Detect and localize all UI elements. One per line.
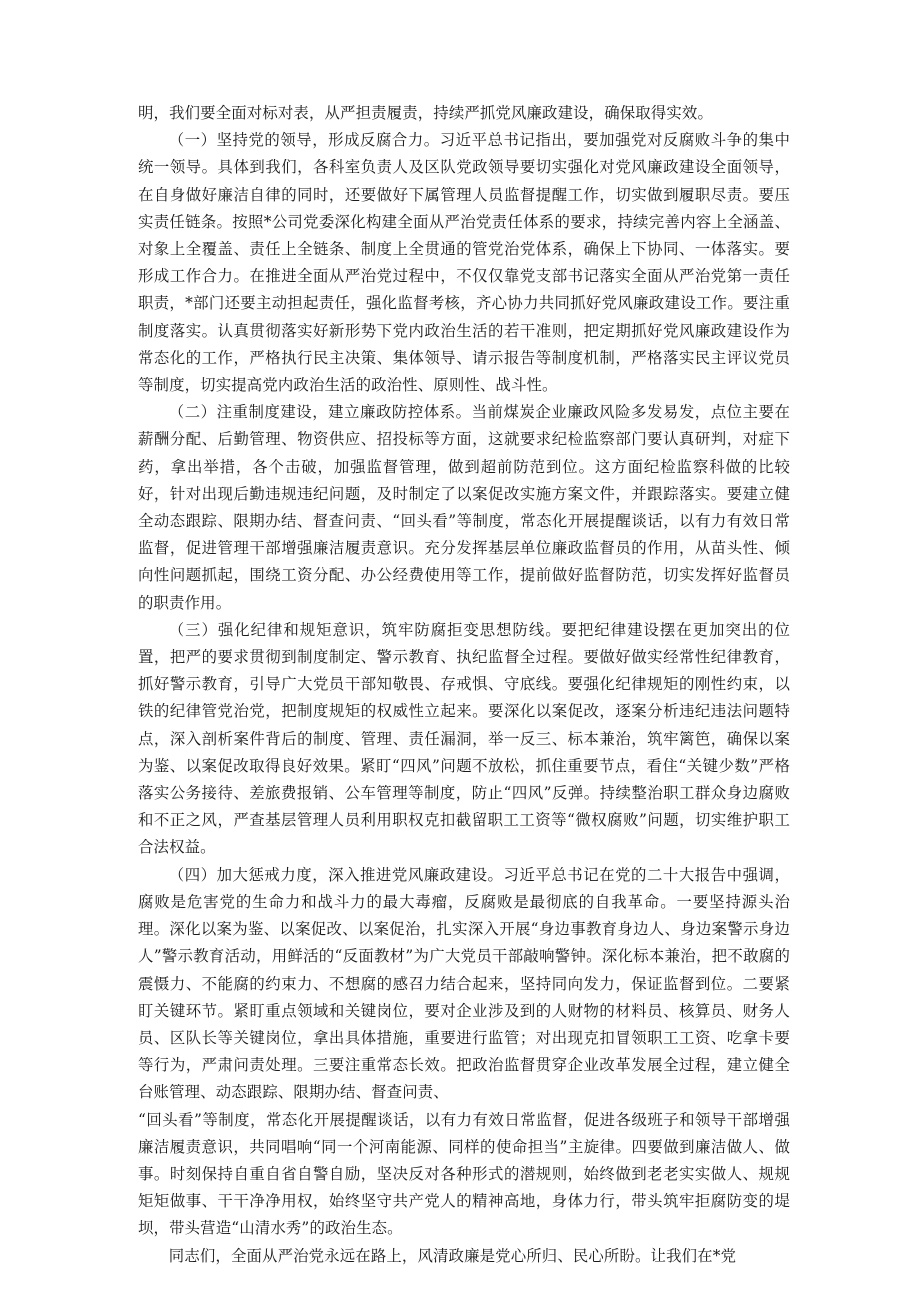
paragraph-section-3: （三）强化纪律和规矩意识，筑牢防腐拒变思想防线。要把纪律建设摆在更加突出的位置，把严的要求贯彻到制度制定、警示教育、执纪监督全过程。要做好做实经常性纪律教育，抓好警示教育，引导广大党员干部知敬畏、存戒惧、守底线。要强化纪律规矩的刚性约束，以铁的纪律管党治党，把制度规矩的权威性立起来。要深化以案促改，逐案分析违纪违法问题特点，深入剖析案件背后的制度、管理、责任漏洞，举一反三、标本兼治，筑牢篱笆，确保以案为鉴、以案促改取得良好效果。紧盯“四风”问题不放松，抓住重要节点，看住“关键少数”严格落实公务接待、差旅费报销、公车管理等制度，防止“四风”反弹。持续整治职工群众身边腐败和不正之风，严查基层管理人员利用职权克扣截留职工工资等“微权腐败”问题，切实维护职工合法权益。 — [138, 620, 790, 857]
paragraph-closing: 同志们，全面从严治党永远在路上，风清政廉是党心所归、民心所盼。让我们在*党 — [168, 1246, 737, 1265]
paragraph-section-4-continued: “回头看”等制度，常态化开展提醒谈话，以有力有效日常监督，促进各级班子和领导干部增强廉洁履责意识，共同唱响“同一个河南能源、同样的使命担当”主旋律。四要做到廉洁做人、做事。时刻保持自重自省自警自励，坚决反对各种形式的潜规则，始终做到老老实实做人、规规矩矩做事、干干净净用权，始终坚守共产党人的精神高地，身体力行，带头筑牢拒腐防变的堤坝，带头营造“山清水秀”的政治生态。 — [138, 1110, 790, 1238]
paragraph-section-1: （一）坚持党的领导，形成反腐合力。习近平总书记指出，要加强党对反腐败斗争的集中统一领导。具体到我们，各科室负责人及区队党政领导要切实强化对党风廉政建设全面领导，在自身做好廉洁自律的同时，还要做好下属管理人员监督提醒工作，切实做到履职尽责。要压实责任链条。按照*公司党委深化构建全面从严治党责任体系的要求，持续完善内容上全涵盖、对象上全覆盖、责任上全链条、制度上全贯通的管党治党体系，确保上下协同、一体落实。要形成工作合力。在推进全面从严治党过程中，不仅仅靠党支部书记落实全面从严治党第一责任职责，*部门还要主动担起责任，强化监督考核，齐心协力共同抓好党风廉政建设工作。要注重制度落实。认真贯彻落实好新形势下党内政治生活的若干准则，把定期抓好党风廉政建设作为常态化的工作，严格执行民主决策、集体领导、请示报告等制度机制，严格落实民主评议党员等制度，切实提高党内政治生活的政治性、原则性、战斗性。 — [138, 131, 790, 395]
paragraph-section-4: （四）加大惩戒力度，深入推进党风廉政建设。习近平总书记在党的二十大报告中强调，腐败是危害党的生命力和战斗力的最大毒瘤，反腐败是最彻底的自我革命。一要坚持源头治理。深化以案为鉴、以案促改、以案促治，扎实深入开展“身边事教育身边人、身边案警示身边人”警示教育活动，用鲜活的“反面教材”为广大党员干部敲响警钟。深化标本兼治，把不敢腐的震慑力、不能腐的约束力、不想腐的感召力结合起来，坚持同向发力，保证监督到位。二要紧盯关键环节。紧盯重点领域和关键岗位，要对企业涉及到的人财物的材料员、核算员、财务人员、区队长等关键岗位，拿出具体措施，重要进行监管；对出现克扣冒领职工工资、吃拿卡要等行为，严肃问责处理。三要注重常态长效。把政治监督贯穿企业改革发展全过程，建立健全台账管理、动态跟踪、限期办结、督查问责、 — [138, 865, 790, 1102]
paragraph-continuation: 明，我们要全面对标对表，从严担责履责，持续严抓党风廉政建设，确保取得实效。 — [138, 104, 714, 122]
document-body — [138, 100, 790, 1270]
paragraph-section-2: （二）注重制度建设，建立廉政防控体系。当前煤炭企业廉政风险多发易发，点位主要在薪酬分配、后勤管理、物资供应、招投标等方面，这就要求纪检监察部门要认真研判，对症下药，拿出举措，各个击破，加强监督管理，做到超前防范到位。这方面纪检监察科做的比较好，针对出现后勤违规违纪问题，及时制定了以案促改实施方案文件，并跟踪落实。要建立健全动态跟踪、限期办结、督查问责、“回头看”等制度，常态化开展提醒谈话，以有力有效日常监督，促进管理干部增强廉洁履责意识。充分发挥基层单位廉政监督员的作用，从苗头性、倾向性问题抓起，围绕工资分配、办公经费使用等工作，提前做好监督防范，切实发挥好监督员的职责作用。 — [138, 403, 790, 612]
